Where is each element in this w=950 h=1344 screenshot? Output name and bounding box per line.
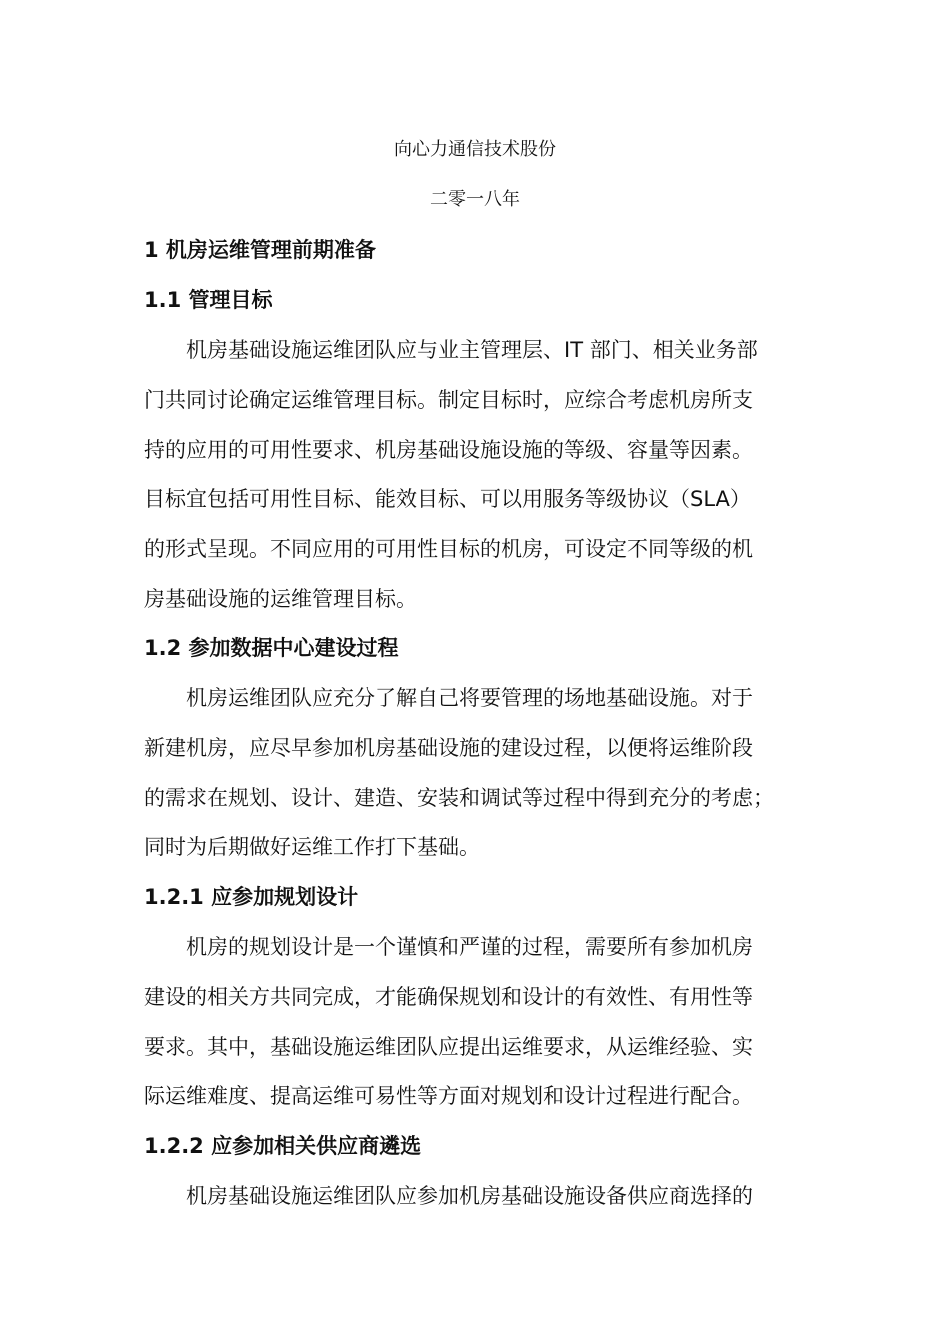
paragraph-line: 要求。其中，基础设施运维团队应提出运维要求，从运维经验、实	[144, 1035, 753, 1059]
paragraph-line: 门共同讨论确定运维管理目标。制定目标时，应综合考虑机房所支	[144, 388, 753, 412]
paragraph-line: 机房基础设施运维团队应与业主管理层、IT 部门、相关业务部	[186, 338, 758, 362]
paragraph-line: 机房的规划设计是一个谨慎和严谨的过程，需要所有参加机房	[186, 935, 753, 959]
paragraph-line: 机房运维团队应充分了解自己将要管理的场地基础设施。对于	[186, 686, 753, 710]
section-1-1-heading: 1.1 管理目标	[144, 288, 273, 312]
paragraph-line: 机房基础设施运维团队应参加机房基础设施设备供应商选择的	[186, 1184, 753, 1208]
paragraph-line: 的需求在规划、设计、建造、安装和调试等过程中得到充分的考虑；	[144, 786, 774, 810]
paragraph-line: 际运维难度、提高运维可易性等方面对规划和设计过程进行配合。	[144, 1084, 753, 1108]
paragraph-line: 建设的相关方共同完成，才能确保规划和设计的有效性、有用性等	[144, 985, 753, 1009]
document-year: 二零一八年	[430, 189, 520, 210]
paragraph-line: 房基础设施的运维管理目标。	[144, 587, 417, 611]
paragraph-line: 同时为后期做好运维工作打下基础。	[144, 835, 480, 859]
paragraph-line: 新建机房，应尽早参加机房基础设施的建设过程，以便将运维阶段	[144, 736, 753, 760]
paragraph-line: 持的应用的可用性要求、机房基础设施设施的等级、容量等因素。	[144, 438, 753, 462]
paragraph-line: 目标宜包括可用性目标、能效目标、可以用服务等级协议（SLA）	[144, 487, 751, 511]
section-1-2-heading: 1.2 参加数据中心建设过程	[144, 636, 399, 660]
section-1-heading: 1 机房运维管理前期准备	[144, 238, 376, 262]
section-1-2-2-heading: 1.2.2 应参加相关供应商遴选	[144, 1134, 422, 1158]
section-1-2-1-heading: 1.2.1 应参加规划设计	[144, 885, 359, 909]
company-name: 向心力通信技术股份	[394, 139, 556, 160]
paragraph-line: 的形式呈现。不同应用的可用性目标的机房，可设定不同等级的机	[144, 537, 753, 561]
